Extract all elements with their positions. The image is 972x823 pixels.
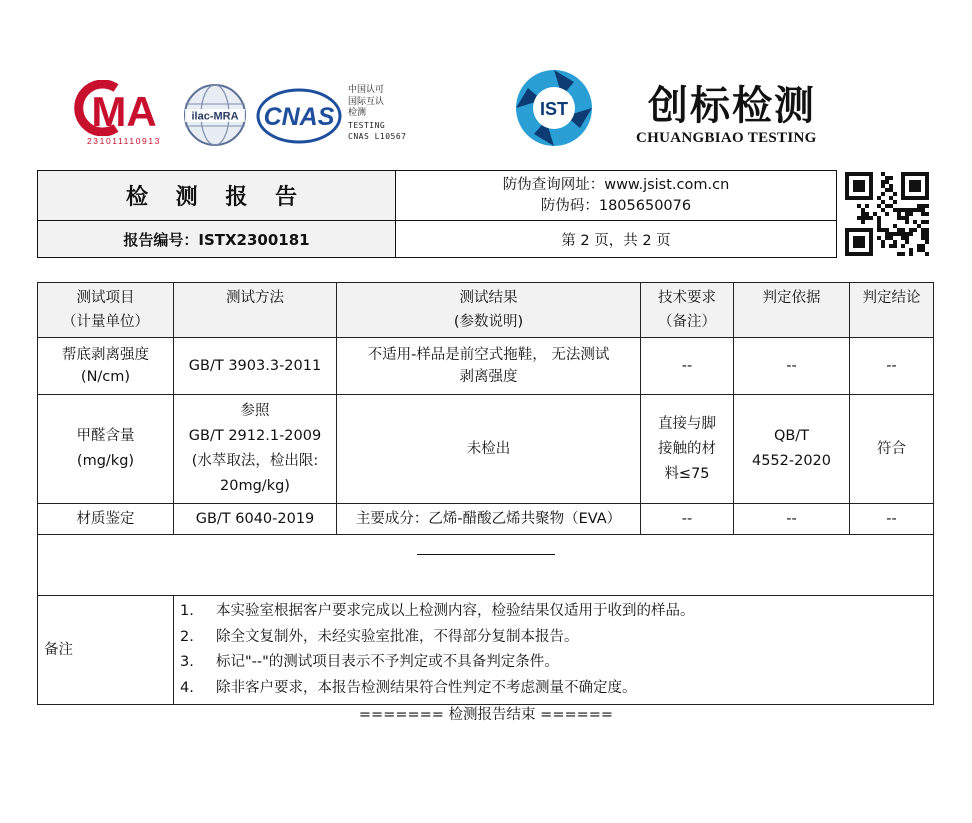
cell-item: 甲醛含量 (mg/kg) (38, 395, 174, 504)
anti-fake-code: 防伪码：1805650076 (540, 197, 692, 214)
report-number: 报告编号：ISTX2300181 (38, 221, 396, 257)
remarks-row (38, 596, 934, 705)
table-header-row (38, 283, 934, 338)
cell-method: GB/T 6040-2019 (174, 504, 337, 535)
cnas-line: CNAS L10567 (348, 132, 407, 141)
cell-item: 材质鉴定 (38, 504, 174, 535)
ist-text: IST (539, 99, 569, 119)
header-test-result: 测试结果 (参数说明) (337, 283, 641, 338)
cell-result: 不适用-样品是前空式拖鞋， 无法测试 剥离强度 (337, 338, 641, 395)
ilac-mra-logo (181, 82, 249, 148)
remark-item: 2. 除全文复制外，未经实验室批准，不得部分复制本报告。 (180, 628, 579, 645)
blank-row (38, 535, 934, 596)
table-row (38, 504, 934, 535)
cell-requirement: -- (641, 338, 734, 395)
cell-basis: -- (734, 504, 850, 535)
cell-result: 未检出 (337, 395, 641, 504)
table-row (38, 395, 934, 504)
cell-conclusion: -- (850, 338, 934, 395)
cnas-line: TESTING (348, 120, 386, 130)
remark-item: 3. 标记"--"的测试项目表示不予判定或不具备判定条件。 (180, 654, 559, 670)
cell-basis: QB/T 4552-2020 (734, 395, 850, 504)
cell-requirement: 直接与脚 接触的材 料≤75 (641, 395, 734, 504)
cell-method: GB/T 3903.3-2011 (174, 338, 337, 395)
cnas-logo (256, 88, 342, 144)
ma-text: MA (91, 88, 157, 135)
ilac-text: ilac-MRA (191, 110, 239, 123)
ilac-globe-icon (181, 82, 249, 148)
header-test-method: 测试方法 (174, 283, 337, 338)
brand-name-en: CHUANGBIAO TESTING (636, 130, 817, 146)
header-conclusion: 判定结论 (850, 283, 934, 338)
cell-conclusion: 符合 (850, 395, 934, 504)
cnas-description (348, 85, 406, 143)
table-row (38, 338, 934, 395)
cell-requirement: -- (641, 504, 734, 535)
header-basis: 判定依据 (734, 283, 850, 338)
report-header (37, 170, 837, 258)
cnas-line: 国际互认 (348, 96, 385, 107)
cnas-line: 检测 (348, 108, 367, 118)
report-end-marker: ======= 检测报告结束 ====== (358, 707, 614, 723)
remarks-label: 备注 (38, 596, 174, 705)
header-requirement: 技术要求 （备注） (641, 283, 734, 338)
cnas-line: 中国认可 (348, 85, 385, 95)
ist-shutter-icon (512, 66, 596, 150)
results-table (37, 282, 934, 705)
end-of-data-separator (38, 535, 934, 596)
cell-method: 参照 GB/T 2912.1-2009 (水萃取法，检出限: 20mg/kg) (174, 395, 337, 504)
separator-line (417, 554, 555, 555)
cma-number: 231011110913 (86, 136, 162, 146)
qr-code-icon[interactable] (845, 172, 929, 256)
page-info: 第 2 页，共 2 页 (561, 232, 671, 249)
report-title: 检 测 报 告 (38, 171, 396, 221)
remarks-list (174, 596, 934, 705)
cnas-text: CNAS (263, 103, 335, 131)
cell-basis: -- (734, 338, 850, 395)
cell-item: 帮底剥离强度 (N/cm) (38, 338, 174, 395)
cma-logo (72, 80, 176, 150)
cell-result: 主要成分：乙烯-醋酸乙烯共聚物（EVA） (337, 504, 641, 535)
brand-name-cn: 创标检测 (648, 82, 816, 129)
cma-mark-icon (72, 80, 176, 136)
cell-conclusion: -- (850, 504, 934, 535)
cnas-mark-icon (256, 88, 342, 144)
verify-url: 防伪查询网址：www.jsist.com.cn (502, 176, 730, 193)
header-test-item: 测试项目 （计量单位） (38, 283, 174, 338)
remark-item: 4. 除非客户要求，本报告检测结果符合性判定不考虑测量不确定度。 (180, 679, 637, 696)
verification-info (396, 171, 836, 221)
ist-logo (512, 66, 596, 150)
remark-item: 1. 本实验室根据客户要求完成以上检测内容，检验结果仅适用于收到的样品。 (180, 603, 695, 619)
